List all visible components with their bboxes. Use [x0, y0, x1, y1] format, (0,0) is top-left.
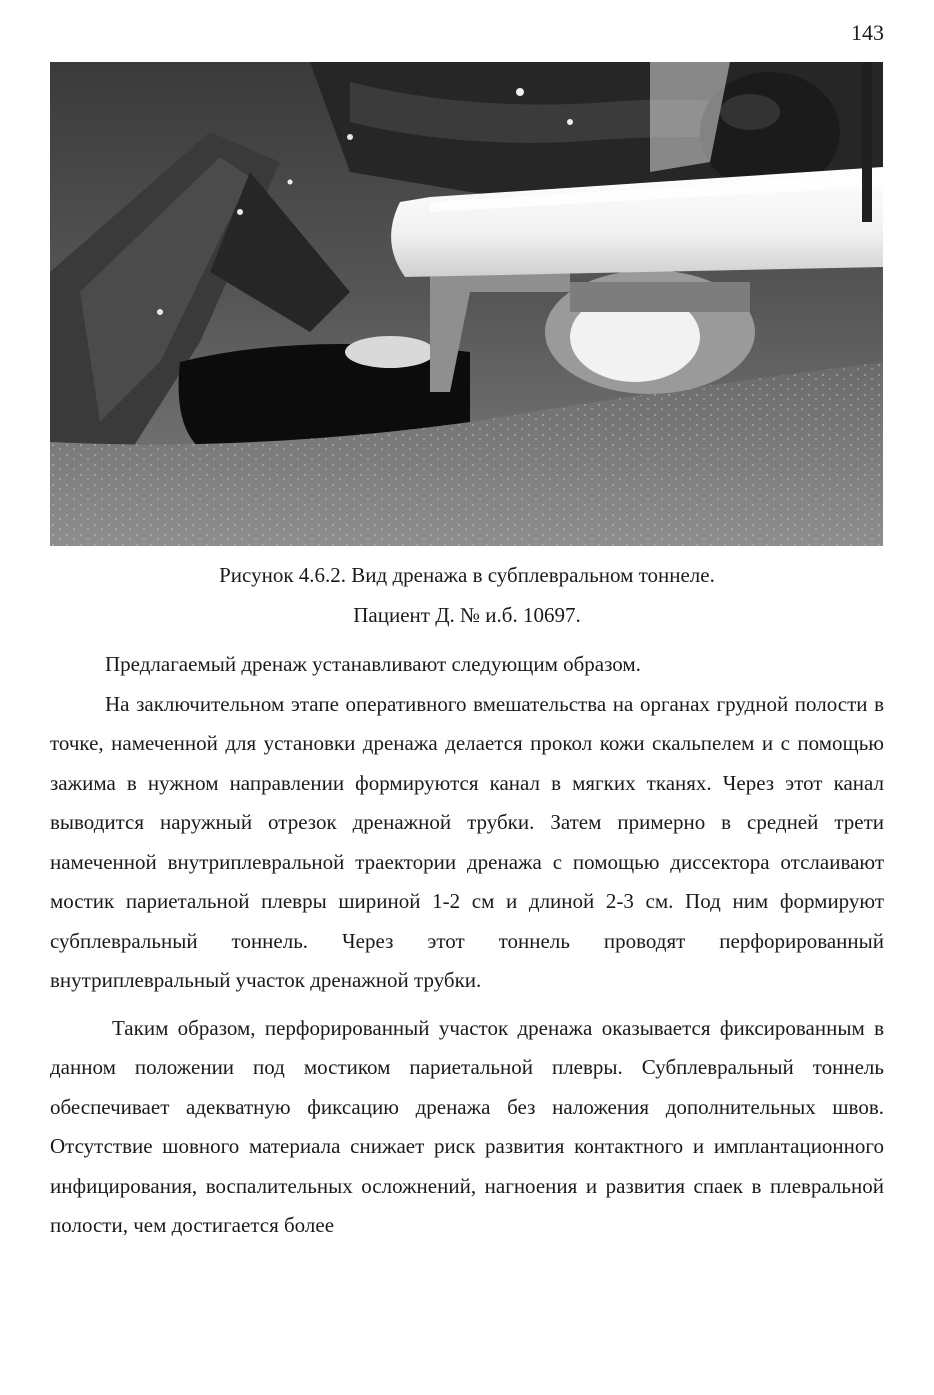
surgical-photo [50, 62, 883, 546]
surgical-photo-drawing [50, 62, 883, 546]
paragraph-conclusion: Таким образом, перфорированный участок дренажа оказывается фиксированным в данном положении под мостиком париетальной плевры. Субплевральный тоннель обеспечивает адекватную фиксацию дренажа без наложения дополнительных швов. Отсутствие шовного материала снижает риск развития контактного и имплантационного инфицирования, воспалительных осложнений, нагноения и развития спаек в плевральной полости, чем достигается более [50, 1015, 884, 1237]
page-number: 143 [851, 20, 884, 45]
figure-caption-title: Рисунок 4.6.2. Вид дренажа в субплевральном тоннеле. [219, 563, 715, 587]
figure-caption-patient: Пациент Д. № и.б. 10697. [353, 603, 581, 627]
paragraph-procedure: На заключительном этапе оперативного вмешательства на органах грудной полости в точке, намеченной для установки дренажа делается прокол кожи скальпелем и с помощью зажима в нужном направлении формируются канал в мягких тканях. Через этот канал выводится наружный отрезок дренажной трубки. Затем примерно в средней трети намеченной внутриплевральной траектории дренажа с помощью диссектора отслаивают мостик париетальной плевры шириной 1-2 см и длиной 2-3 см. Под ним формируют субплевральный тоннель. Через этот тоннель проводят перфорированный внутриплевральный участок дренажной трубки. [50, 691, 884, 992]
body-text [50, 645, 884, 1246]
paragraph-intro: Предлагаемый дренаж устанавливают следующим образом. [105, 652, 641, 676]
